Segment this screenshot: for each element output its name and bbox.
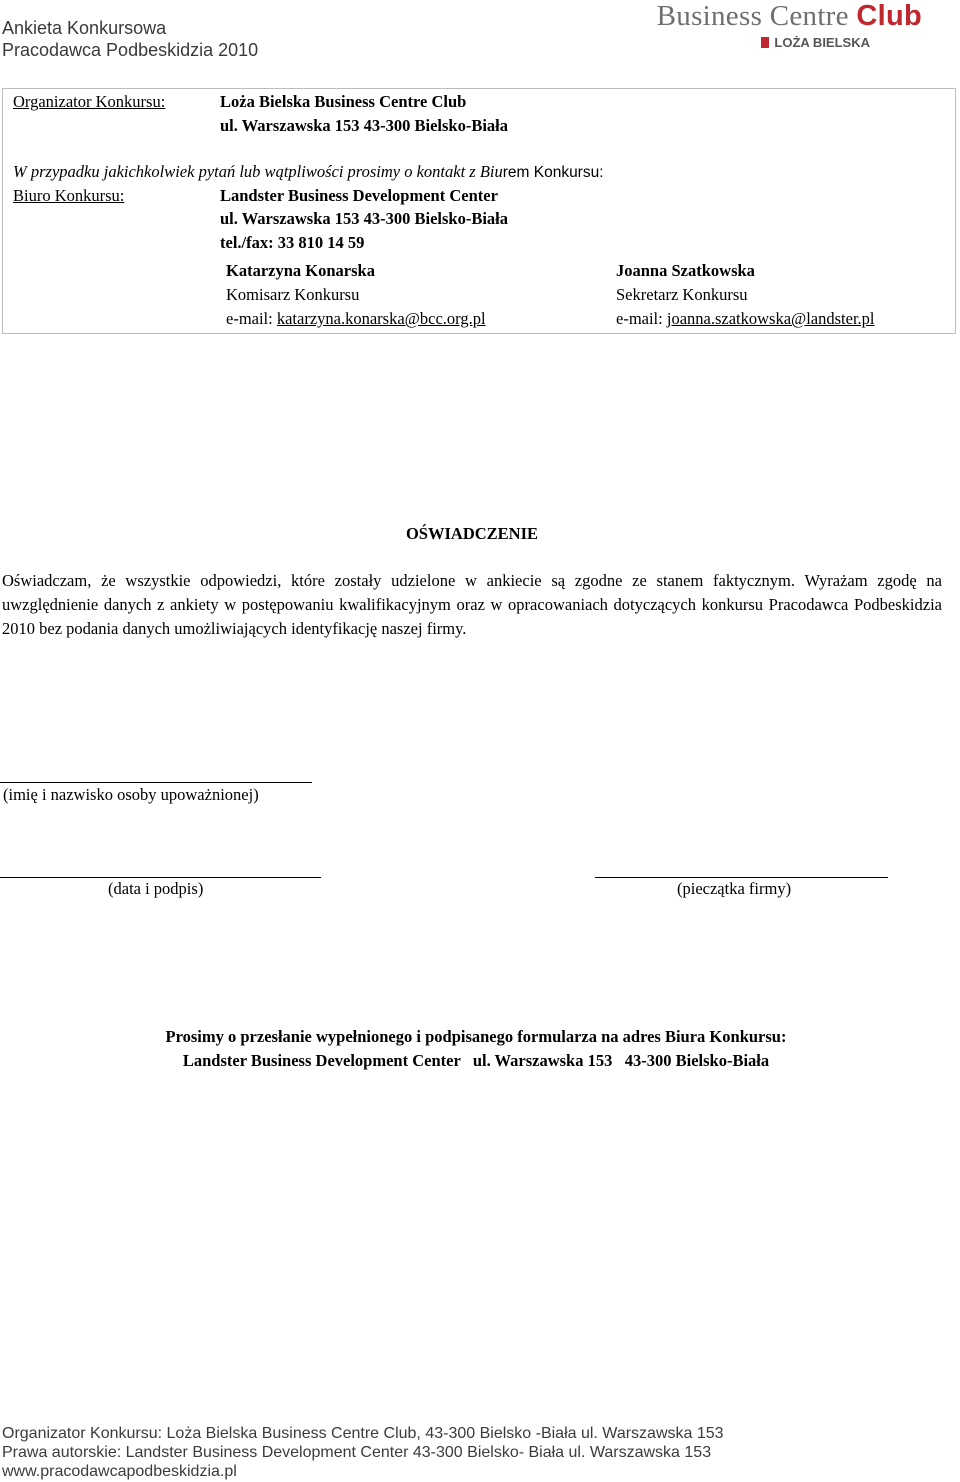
logo-accent-text: Club	[856, 0, 922, 32]
contest-name: Pracodawca Podbeskidzia 2010	[2, 40, 259, 60]
logo-square-icon	[761, 37, 769, 48]
footer-website[interactable]: www.pracodawcapodbeskidzia.pl	[2, 1463, 237, 1480]
contact-email-row-konarska	[226, 307, 486, 331]
logo-subtitle: LOŻA BIELSKA	[774, 35, 870, 50]
contact-email-row-szatkowska	[616, 307, 875, 331]
footer-organizer: Organizator Konkursu: Loża Bielska Business Centre Club, 43-300 Bielsko -Biała ul. Warszawska 153	[2, 1425, 724, 1442]
signature-line-stamp	[595, 877, 888, 878]
logo-text: Business Centre	[656, 0, 857, 32]
email-link-szatkowska[interactable]: joanna.szatkowska@landster.pl	[666, 309, 875, 328]
company-stamp-caption: (pieczątka firmy)	[677, 879, 792, 898]
contact-intro-italic: W przypadku jakichkolwiek pytań lub wątpliwości prosimy o kontakt z Biu	[13, 162, 503, 181]
organizer-name: Loża Bielska Business Centre Club	[220, 92, 467, 111]
contact-role-szatkowska: Sekretarz Konkursu	[616, 285, 748, 304]
contact-name-szatkowska: Joanna Szatkowska	[616, 261, 755, 280]
form-title: Ankieta Konkursowa	[2, 18, 167, 38]
office-name: Landster Business Development Center	[220, 186, 498, 205]
email-link-konarska[interactable]: katarzyna.konarska@bcc.org.pl	[276, 309, 486, 328]
signature-line-authorized	[0, 782, 312, 783]
submission-line-1: Prosimy o przesłanie wypełnionego i podpisanego formularza na adres Biura Konkursu:	[165, 1027, 787, 1046]
footer-copyright: Prawa autorskie: Landster Business Development Center 43-300 Bielsko- Biała ul. Warszawska 153	[2, 1444, 712, 1461]
authorized-person-caption: (imię i nazwisko osoby upoważnionej)	[3, 785, 259, 804]
date-signature-caption: (data i podpis)	[108, 879, 204, 898]
contact-role-konarska: Komisarz Konkursu	[226, 285, 360, 304]
office-phone: tel./fax: 33 810 14 59	[220, 233, 365, 252]
office-label: Biuro Konkursu:	[13, 186, 125, 205]
email-label: e-mail:	[226, 309, 277, 328]
email-label: e-mail:	[616, 309, 667, 328]
submission-line-2: Landster Business Development Center ul. Warszawska 153 43-300 Bielsko-Biała	[182, 1051, 770, 1070]
organizer-label: Organizator Konkursu:	[13, 92, 166, 111]
contact-intro	[13, 160, 604, 184]
bcc-logo	[632, 0, 922, 56]
declaration-heading: OŚWIADCZENIE	[405, 524, 539, 543]
office-address: ul. Warszawska 153 43-300 Bielsko-Biała	[220, 209, 509, 228]
organizer-address: ul. Warszawska 153 43-300 Bielsko-Biała	[220, 116, 509, 135]
signature-line-date	[0, 877, 321, 878]
declaration-text: Oświadczam, że wszystkie odpowiedzi, które zostały udzielone w ankiecie są zgodne ze stanem faktycznym. Wyrażam zgodę na uwzględnienie danych z ankiety w postępowaniu kwalifikacyjnym oraz w opracowaniach dotyczących konkursu Pracodawca Podbeskidzia 2010 bez podania danych umożliwiających identyfikację naszej firmy.	[2, 571, 942, 638]
contact-intro-rest: rem Konkursu:	[502, 164, 604, 181]
contact-name-konarska: Katarzyna Konarska	[226, 261, 375, 280]
